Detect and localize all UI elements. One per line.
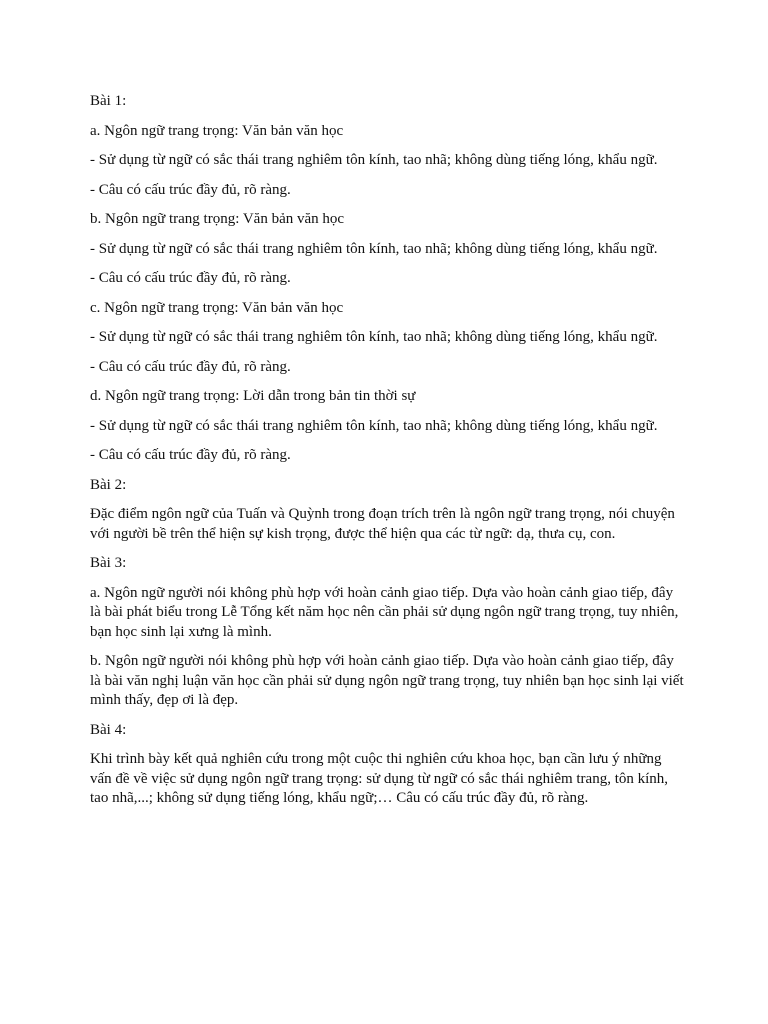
item-b-title: b. Ngôn ngữ trang trọng: Văn bản văn học	[90, 211, 345, 227]
item-c-bullet-2: - Câu có cấu trúc đầy đủ, rõ ràng.	[90, 358, 291, 375]
heading-bai-1: Bài 1:	[90, 93, 127, 109]
item-d-bullet-1: - Sử dụng từ ngữ có sắc thái trang nghiêm tôn kính, tao nhã; không dùng tiếng lóng, khẩu ngữ.	[90, 417, 658, 434]
item-a-bullet-2: - Câu có cấu trúc đầy đủ, rõ ràng.	[90, 181, 291, 198]
document-page	[90, 92, 686, 819]
item-d-title: d. Ngôn ngữ trang trọng: Lời dẫn trong bản tin thời sự	[90, 388, 416, 404]
bai-3-answer-b: b. Ngôn ngữ người nói không phù hợp với hoàn cảnh giao tiếp. Dựa vào hoàn cảnh giao tiếp, đây là bài văn nghị luận văn học cần phải sử dụng ngôn ngữ trang trọng, tuy nhiên bạn học sinh lại viết mình thấy, đẹp ơi là đẹp.	[90, 653, 684, 708]
item-c-bullet-1: - Sử dụng từ ngữ có sắc thái trang nghiêm tôn kính, tao nhã; không dùng tiếng lóng, khẩu ngữ.	[90, 329, 658, 345]
item-b-bullet-2: - Câu có cấu trúc đầy đủ, rõ ràng.	[90, 270, 291, 286]
heading-bai-3: Bài 3:	[90, 555, 127, 571]
heading-bai-2: Bài 2:	[90, 476, 127, 493]
bai-2-answer: Đặc điểm ngôn ngữ của Tuấn và Quỳnh trong đoạn trích trên là ngôn ngữ trang trọng, nói chuyện với người bề trên thể hiện sự kish trọng, được thể hiện qua các từ ngữ: dạ, thưa cụ, con.	[90, 506, 675, 542]
item-d-bullet-2: - Câu có cấu trúc đầy đủ, rõ ràng.	[90, 447, 291, 463]
item-a-bullet-1: - Sử dụng từ ngữ có sắc thái trang nghiêm tôn kính, tao nhã; không dùng tiếng lóng, khẩu ngữ.	[90, 152, 658, 168]
bai-4-answer: Khi trình bày kết quả nghiên cứu trong một cuộc thi nghiên cứu khoa học, bạn cần lưu ý những vấn đề về việc sử dụng ngôn ngữ trang trọng: sử dụng từ ngữ có sắc thái nghiêm trang, tôn kính, tao nhã,...; không sử dụng tiếng lóng, khẩu ngữ;… Câu có cấu trúc đầy đủ, rõ ràng.	[90, 751, 669, 806]
heading-bai-4: Bài 4:	[90, 721, 127, 738]
item-c-title: c. Ngôn ngữ trang trọng: Văn bản văn học	[90, 299, 344, 316]
item-a-title: a. Ngôn ngữ trang trọng: Văn bản văn học	[90, 122, 344, 139]
item-b-bullet-1: - Sử dụng từ ngữ có sắc thái trang nghiêm tôn kính, tao nhã; không dùng tiếng lóng, khẩu ngữ.	[90, 240, 658, 257]
bai-3-answer-a: a. Ngôn ngữ người nói không phù hợp với hoàn cảnh giao tiếp. Dựa vào hoàn cảnh giao tiếp, đây là bài phát biểu trong Lễ Tổng kết năm học nên cần phải sử dụng ngôn ngữ trang trọng, tuy nhiên, bạn học sinh lại xưng là mình.	[90, 584, 679, 640]
